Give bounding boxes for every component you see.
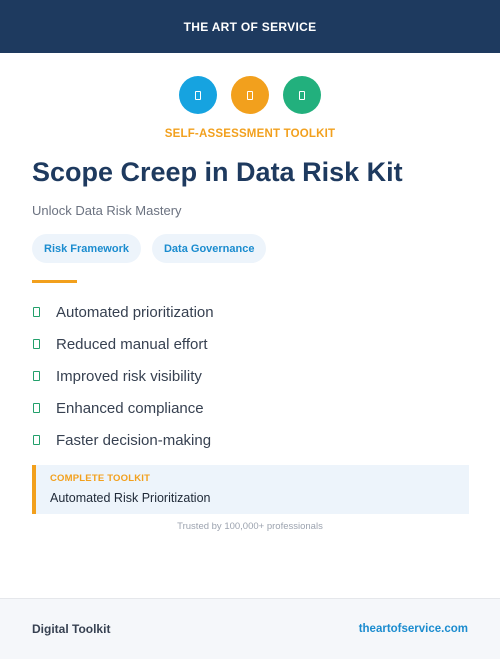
- document-icon: [231, 76, 269, 114]
- brand-name: THE ART OF SERVICE: [183, 19, 317, 34]
- page-title: Scope Creep in Data Risk Kit: [32, 157, 403, 187]
- toolkit-kicker: SELF-ASSESSMENT TOOLKIT: [164, 128, 336, 140]
- feature-text: Faster decision-making: [56, 431, 212, 449]
- footer-label: Digital Toolkit: [32, 622, 111, 636]
- feature-text: Enhanced compliance: [56, 399, 204, 417]
- header-bar: [0, 0, 500, 53]
- accent-divider: [32, 280, 77, 283]
- check-icon: [33, 371, 40, 381]
- callout-label: COMPLETE TOOLKIT: [50, 473, 151, 484]
- check-icon: [33, 403, 40, 413]
- feature-item: [32, 328, 214, 360]
- check-icon: [33, 435, 40, 445]
- feature-item: [32, 392, 214, 424]
- check-icon: [33, 307, 40, 317]
- footer-website-link[interactable]: theartofservice.com: [358, 623, 468, 635]
- page-subtitle: Unlock Data Risk Mastery: [32, 203, 182, 218]
- check-icon: [33, 339, 40, 349]
- feature-item: [32, 424, 214, 456]
- feature-text: Improved risk visibility: [56, 367, 202, 385]
- icon-row: [0, 76, 500, 114]
- feature-item: [32, 360, 214, 392]
- trust-note: Trusted by 100,000+ professionals: [177, 521, 323, 532]
- tag-data-governance: Data Governance: [152, 234, 266, 263]
- callout-text: Automated Risk Prioritization: [50, 491, 211, 505]
- tag-list: [32, 234, 266, 263]
- feature-text: Reduced manual effort: [56, 335, 208, 353]
- tag-risk-framework: Risk Framework: [32, 234, 141, 263]
- feature-list: [32, 296, 214, 456]
- toolkit-callout: [32, 465, 469, 514]
- document-icon: [179, 76, 217, 114]
- document-icon: [283, 76, 321, 114]
- feature-item: [32, 296, 214, 328]
- footer: [0, 598, 500, 659]
- feature-text: Automated prioritization: [56, 303, 214, 321]
